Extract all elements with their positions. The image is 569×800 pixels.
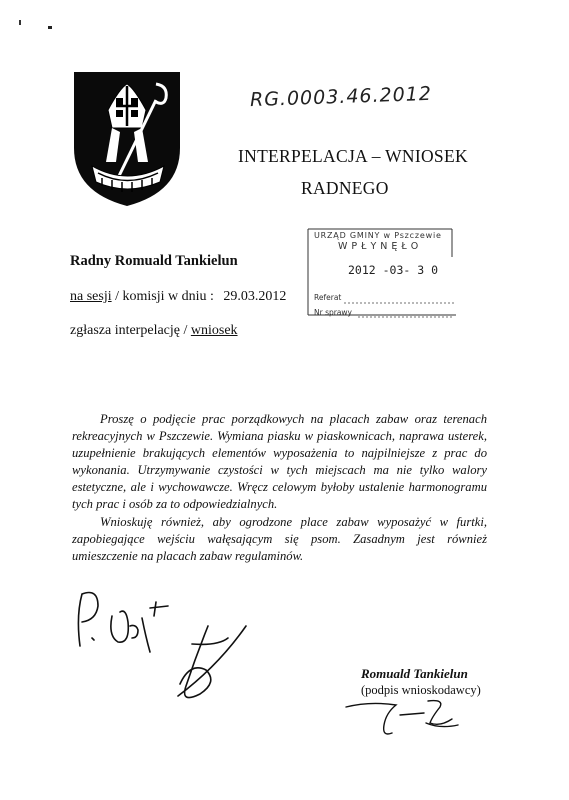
stamp-referat-label: Referat bbox=[314, 293, 342, 302]
submits-selected: wniosek bbox=[190, 323, 238, 338]
received-stamp bbox=[296, 227, 457, 319]
signer-name: Romuald Tankielun bbox=[361, 666, 468, 681]
document-subtitle: RADNEGO bbox=[301, 178, 389, 198]
date-label: w dniu : bbox=[164, 289, 218, 304]
signature-caption: (podpis wnioskodawcy) bbox=[361, 683, 481, 697]
submits-prefix: zgłasza interpelację / bbox=[70, 323, 191, 338]
submits-line bbox=[70, 323, 238, 339]
stamp-date: 2012 -03- 3 0 bbox=[348, 263, 439, 277]
scan-mark bbox=[19, 20, 21, 25]
request-paragraph: Proszę o podjęcie prac porządkowych na placach zabaw oraz terenach rekreacyjnych w Pszczewie. Wymiana piasku w piaskownicach, naprawa usterek, uzupełnienie brakujących elementów wyposażenia to najpilniejsze z prac do wykonania. Utrzymywanie czystości w tych miejscach ma nie tylko walory estetyczne, ale i wychowawcze. Wręcz celowym byłoby ustalenie harmonogramu tych prac i osób za to odpowiedzialnych. bbox=[72, 412, 487, 512]
session-option: na sesji bbox=[70, 289, 112, 304]
reference-number: RG.0003.46.2012 bbox=[249, 82, 433, 112]
coat-of-arms-logo bbox=[72, 70, 182, 208]
document-title: INTERPELACJA – WNIOSEK bbox=[238, 146, 468, 166]
committee-option: komisji bbox=[122, 289, 165, 304]
scan-mark bbox=[48, 26, 52, 29]
councillor-name: Radny Romuald Tankielun bbox=[70, 253, 238, 269]
session-separator: / bbox=[111, 289, 123, 304]
stamp-office: URZĄD GMINY w Pszczewie bbox=[314, 231, 442, 240]
handwritten-signature bbox=[68, 586, 258, 716]
session-line bbox=[70, 289, 286, 305]
session-date: 29.03.2012 bbox=[223, 289, 287, 304]
stamp-nr-label: Nr sprawy bbox=[314, 308, 352, 317]
request-paragraph: Wnioskuję również, aby ogrodzone place zabaw wyposażyć w furtki, zapobiegające wejściu wałęsającym się psom. Zasadnym jest również umieszczenie na placach zabaw regulaminów. bbox=[72, 514, 487, 563]
request-body bbox=[72, 411, 487, 565]
stamp-received: WPŁYNĘŁO bbox=[338, 241, 423, 252]
signer-signature bbox=[340, 693, 470, 743]
